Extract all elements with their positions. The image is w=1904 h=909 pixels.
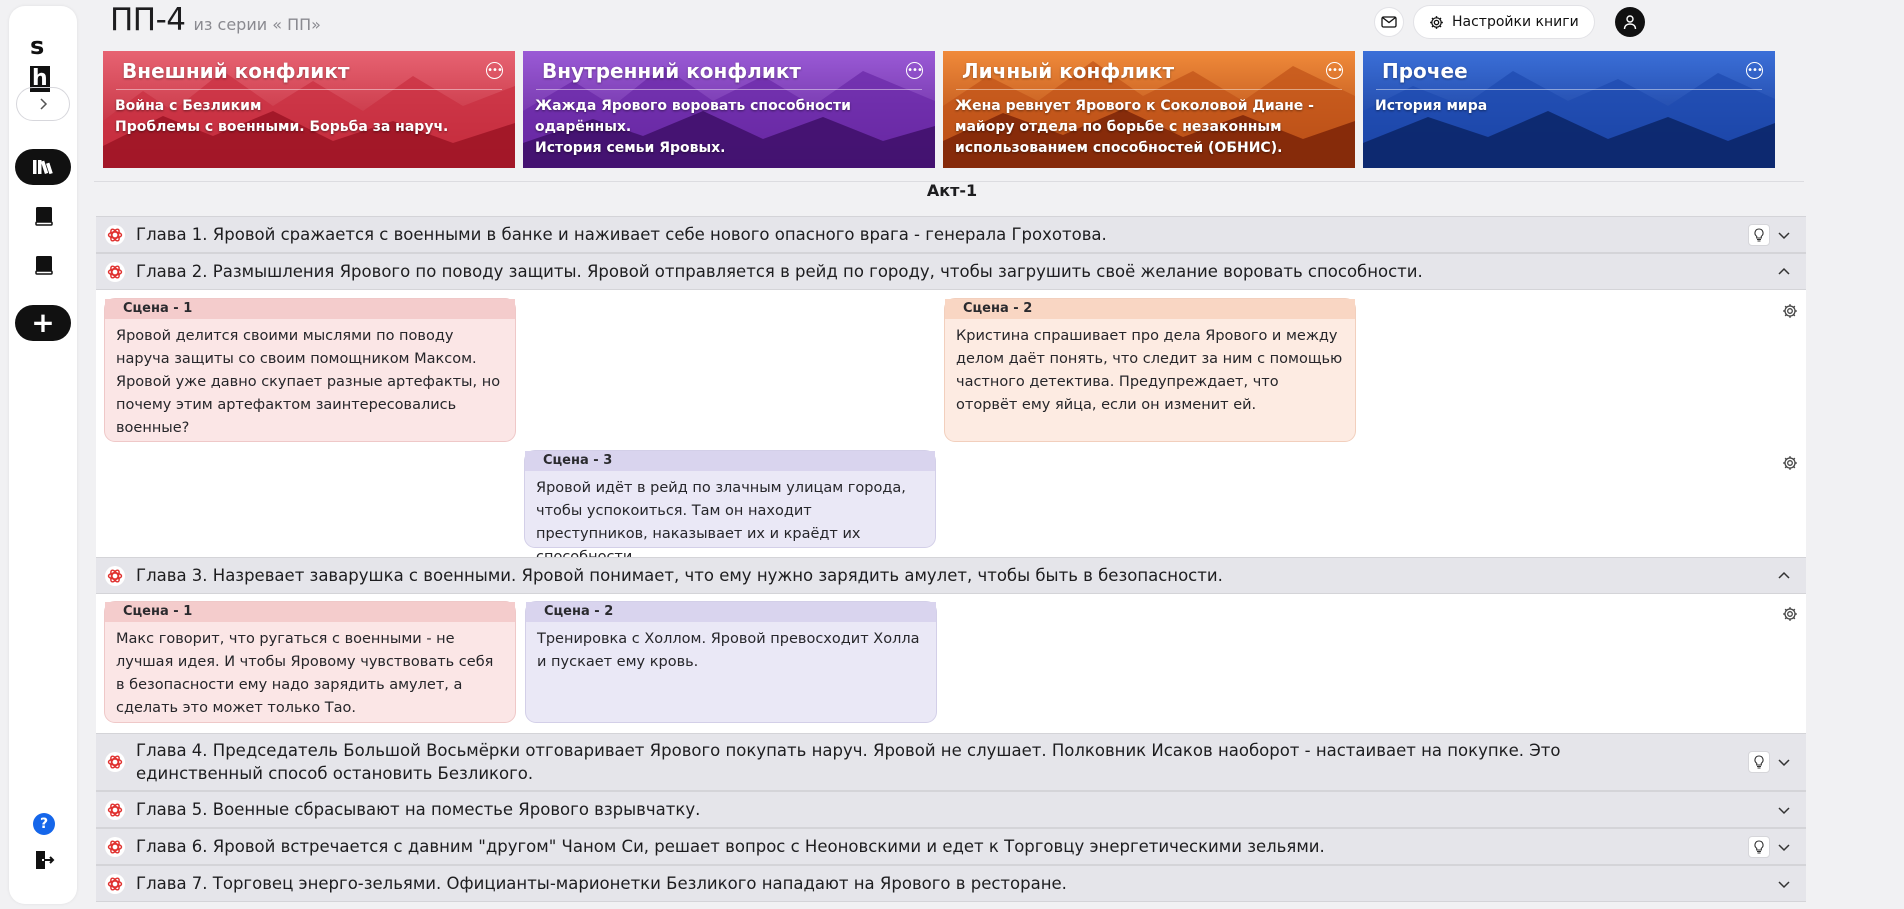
conflict-title: Прочее — [1382, 59, 1468, 83]
scene-label: Сцена - 3 — [525, 451, 935, 471]
scene-label: Сцена - 2 — [526, 602, 936, 622]
chevron-down-icon[interactable] — [1776, 754, 1792, 770]
scene-label: Сцена - 1 — [105, 602, 515, 622]
chapter-row[interactable] — [96, 733, 1806, 791]
chapter-title: Глава 3. Назревает заварушка с военными. Яровой понимает, что ему нужно зарядить амулет, чтобы быть в безопасности. — [136, 566, 1223, 585]
sidebar-item-book-1[interactable] — [34, 206, 54, 226]
page-title — [110, 2, 321, 38]
conflict-title: Внешний конфликт — [122, 59, 350, 83]
book-title: ПП-4 — [110, 2, 186, 38]
chapter-row[interactable] — [96, 791, 1806, 828]
divider — [956, 89, 1342, 90]
scene-card[interactable] — [525, 601, 937, 723]
chevron-down-icon[interactable] — [1776, 227, 1792, 243]
scene-card[interactable] — [104, 298, 516, 442]
gear-icon — [1429, 15, 1444, 30]
chapter-scenes-panel — [96, 290, 1806, 557]
scene-card[interactable] — [524, 450, 936, 548]
chevron-down-icon[interactable] — [1776, 802, 1792, 818]
chapter-title: Глава 7. Торговец энерго-зельями. Официанты-марионетки Безликого нападают на Ярового в ресторане. — [136, 874, 1067, 893]
book-icon — [35, 206, 53, 226]
divider — [116, 89, 502, 90]
more-options-icon[interactable]: ••• — [906, 62, 923, 79]
ai-icon[interactable] — [105, 752, 125, 772]
logout-icon[interactable] — [33, 849, 55, 871]
conflict-card-external[interactable] — [103, 51, 515, 168]
ai-icon[interactable] — [105, 225, 125, 245]
scene-text: Кристина спрашивает про дела Ярового и между делом даёт понять, что следит за ним с помощью частного детектива. Предупреждает, что оторвёт ему яйца, если он изменит ей. — [956, 328, 1343, 413]
chapter-row[interactable] — [96, 828, 1806, 865]
ai-icon[interactable] — [105, 800, 125, 820]
conflict-description: Жена ревнует Ярового к Соколовой Диане - майору отдела по борьбе с незаконным использованием способностей (ОБНИС). — [955, 98, 1314, 156]
plus-icon: + — [31, 306, 55, 339]
conflict-description: Война с Безликим Проблемы с военными. Борьба за наруч. — [115, 98, 449, 135]
ai-icon[interactable] — [105, 837, 125, 857]
mail-icon — [1381, 16, 1397, 28]
chevron-right-icon — [36, 97, 50, 111]
add-button[interactable] — [15, 305, 71, 341]
chapter-row[interactable] — [96, 557, 1806, 594]
chevron-up-icon[interactable] — [1776, 264, 1792, 280]
chapter-row[interactable] — [96, 216, 1806, 253]
book-icon — [35, 255, 53, 275]
scene-text: Яровой делится своими мыслями по поводу наруча защиты со своим помощником Максом. Яровой уже давно скупает разные артефакты, но почему этим артефактом заинтересовались военные? — [116, 328, 501, 436]
conflict-card-other[interactable] — [1363, 51, 1775, 168]
more-options-icon[interactable]: ••• — [486, 62, 503, 79]
divider — [1376, 89, 1762, 90]
series-label: из серии « ПП» — [193, 15, 321, 34]
conflict-description: История мира — [1375, 98, 1488, 114]
chevron-down-icon[interactable] — [1776, 839, 1792, 855]
act-title: Акт-1 — [926, 181, 978, 200]
conflict-title: Личный конфликт — [962, 59, 1175, 83]
mail-button[interactable] — [1374, 7, 1404, 37]
sidebar-item-library[interactable] — [15, 149, 71, 185]
chapter-row[interactable] — [96, 253, 1806, 290]
user-icon — [1622, 14, 1638, 30]
chapter-title: Глава 1. Яровой сражается с военными в банке и наживает себе нового опасного врага - генерала Грохотова. — [136, 225, 1107, 244]
scene-text: Макс говорит, что ругаться с военными - не лучшая идея. И чтобы Яровому чувствовать себя в безопасности ему надо зарядить амулет, а сделать это может только Тао. — [116, 631, 494, 716]
help-icon[interactable]: ? — [33, 813, 55, 835]
ai-icon[interactable] — [105, 262, 125, 282]
scene-card[interactable] — [944, 298, 1356, 442]
scene-label: Сцена - 1 — [105, 299, 515, 319]
scene-card[interactable] — [104, 601, 516, 723]
ai-icon[interactable] — [105, 874, 125, 894]
conflict-card-personal[interactable] — [943, 51, 1355, 168]
sidebar-item-book-2[interactable] — [34, 255, 54, 275]
settings-label: Настройки книги — [1452, 14, 1579, 30]
sidebar — [9, 6, 77, 904]
chapter-scenes-panel — [96, 594, 1806, 733]
ai-icon[interactable] — [105, 566, 125, 586]
lightbulb-icon[interactable] — [1748, 224, 1770, 246]
lightbulb-icon[interactable] — [1748, 836, 1770, 858]
gear-icon[interactable] — [1782, 303, 1798, 319]
expand-sidebar-button[interactable] — [16, 87, 70, 121]
more-options-icon[interactable]: ••• — [1326, 62, 1343, 79]
scene-text: Яровой идёт в рейд по злачным улицам города, чтобы успокоиться. Там он находит преступников, наказывает их и краёдт их — [536, 480, 906, 542]
scene-label: Сцена - 2 — [945, 299, 1355, 319]
book-settings-button[interactable] — [1413, 5, 1595, 39]
lightbulb-icon[interactable] — [1748, 751, 1770, 773]
conflict-card-internal[interactable] — [523, 51, 935, 168]
chapter-title: Глава 5. Военные сбрасывают на поместье Ярового взрывчатку. — [136, 800, 701, 819]
chevron-down-icon[interactable] — [1776, 876, 1792, 892]
chapter-title: Глава 2. Размышления Ярового по поводу защиты. Яровой отправляется в рейд по городу, чтобы загрушить своё желание воровать способности. — [136, 262, 1423, 281]
chapter-row[interactable] — [96, 865, 1806, 902]
conflict-title: Внутренний конфликт — [542, 59, 802, 83]
more-options-icon[interactable]: ••• — [1746, 62, 1763, 79]
library-icon — [32, 158, 54, 176]
chapter-title: Глава 4. Председатель Большой Восьмёрки отговаривает Ярового покупать наруч. Яровой не слушает. Полковник Исаков наоборот - настаивает на покупке. Это единственный способ остановить Безликого. — [136, 741, 1561, 783]
gear-icon[interactable] — [1782, 455, 1798, 471]
gear-icon[interactable] — [1782, 606, 1798, 622]
user-avatar-button[interactable] — [1615, 7, 1645, 37]
chevron-up-icon[interactable] — [1776, 568, 1792, 584]
conflict-description: Жажда Ярового воровать способности одарённых. История семьи Яровых. — [535, 98, 851, 156]
divider — [536, 89, 922, 90]
chapter-title: Глава 6. Яровой встречается с давним "другом" Чаном Си, решает вопрос с Неоновскими и едет к Торговцу энергетическими зельями. — [136, 837, 1325, 856]
scene-text: Тренировка с Холлом. Яровой превосходит Холла и пускает ему кровь. — [537, 631, 920, 670]
app-logo[interactable]: sh — [30, 32, 48, 91]
